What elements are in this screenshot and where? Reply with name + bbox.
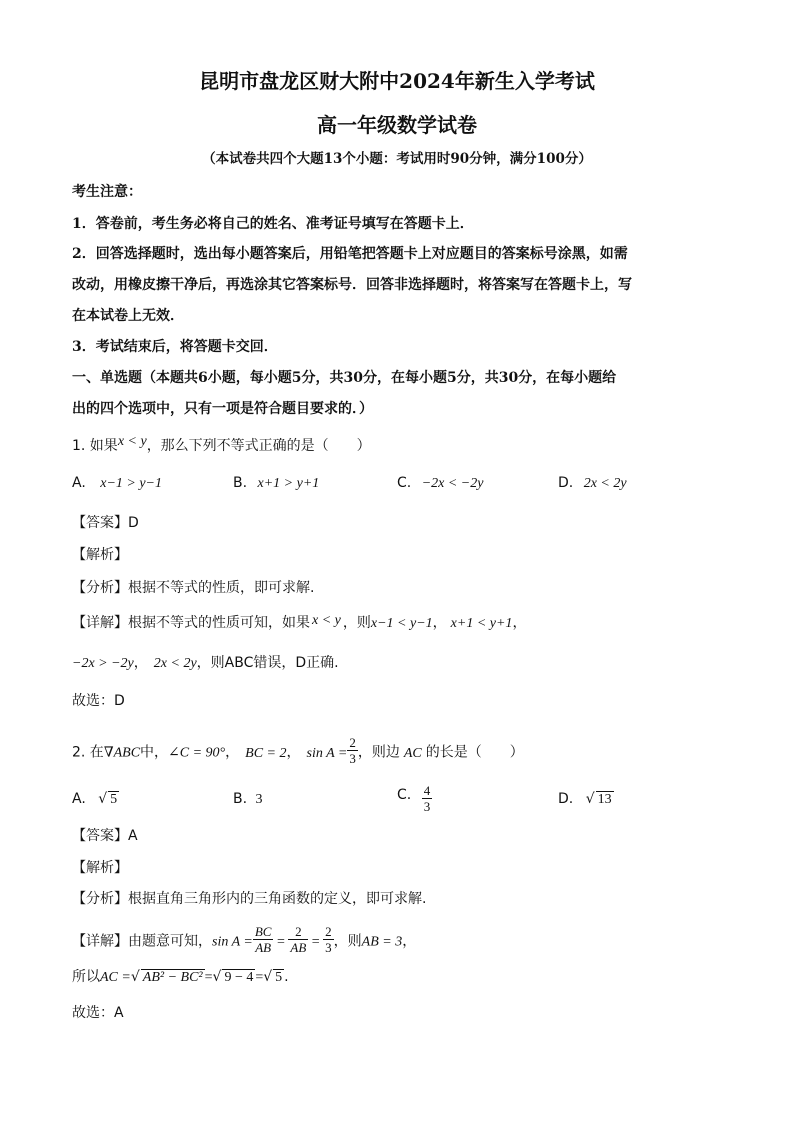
q1-suffix: ，那么下列不等式正确的是（ ） xyxy=(146,438,371,454)
detail-text: ，则 xyxy=(342,615,371,631)
q1-detail-line-2 xyxy=(72,653,339,674)
q1-prefix: 1. 如果 xyxy=(72,438,118,454)
section-1-heading-line-1: 一、单选题（本题共6小题，每小题5分，共30分，在每小题5分，共30分，在每小题给 xyxy=(72,370,617,386)
q2-angle: ∠C = 90° xyxy=(168,745,226,761)
option-expr: x+1 > y+1 xyxy=(257,476,320,491)
q2-detail-line-1: 【详解】由题意可知，sin A = $\frac{BC}{AB}$ = $\frac{2}{AB}$ = $\frac{2}{3}$ ，则AB = 3， xyxy=(72,924,417,955)
detail-text: ，则 xyxy=(333,933,362,950)
notice-item-2-line-1: 2．回答选择题时，选出每小题答案后，用铅笔把答题卡上对应题目的答案标号涂黑，如需 xyxy=(72,246,628,262)
detail-ab: AB = 3 xyxy=(361,934,403,950)
fraction-2-ab xyxy=(288,924,308,955)
fraction-2-3 xyxy=(323,924,334,955)
q1-analysis-tag: 【解析】 xyxy=(72,547,128,563)
q1-option-b xyxy=(233,473,319,494)
option-expr: x−1 > y−1 xyxy=(100,476,163,491)
q2-text: ， xyxy=(286,744,301,761)
q1-condition: x < y xyxy=(117,434,147,449)
equals-sign: = xyxy=(204,970,213,985)
detail-text: ， xyxy=(432,615,447,631)
numerator: 2 xyxy=(325,924,332,939)
denominator: AB xyxy=(255,940,272,955)
radicand: 13 xyxy=(597,792,612,807)
exam-title: 昆明市盘龙区财大附中2024年新生入学考试 xyxy=(199,69,595,93)
radical-1 xyxy=(131,970,205,985)
detail-math: x−1 < y−1 xyxy=(370,616,433,631)
detail-text: 由题意可知， xyxy=(128,933,212,950)
numerator: 4 xyxy=(423,783,431,798)
detail-text: ， xyxy=(512,615,527,631)
detail-text: ， xyxy=(133,655,148,671)
radical-3 xyxy=(263,970,284,985)
q2-analysis-tag: 【解析】 xyxy=(72,860,128,876)
fenxi-tag: 【分析】 xyxy=(72,580,128,596)
q2-ac: AC xyxy=(403,745,422,761)
notice-item-2-line-2: 改动，用橡皮擦干净后，再选涂其它答案标号．回答非选择题时，将答案写在答题卡上，写 xyxy=(72,277,632,293)
q2-suffix: 的长是（ ） xyxy=(425,744,524,761)
option-label: B. xyxy=(233,791,248,807)
sqrt-icon: √ xyxy=(212,969,222,985)
detail-ac: AC = xyxy=(100,970,131,985)
q2-detail-line-2 xyxy=(72,967,289,988)
radicand: 5 xyxy=(275,970,283,985)
denominator: 3 xyxy=(349,751,356,766)
notice-heading: 考生注意： xyxy=(72,184,142,200)
option-value: 3 xyxy=(255,792,263,807)
q2-sin: sin A = xyxy=(306,745,348,761)
detail-text: ，则ABC错误，D正确. xyxy=(196,655,339,671)
q1-detail-line-1 xyxy=(72,613,526,634)
radical-2 xyxy=(213,970,256,985)
option-label: C. xyxy=(397,475,412,491)
q2-sin-fraction xyxy=(347,735,358,766)
q2-option-d xyxy=(558,789,614,810)
sqrt-icon: √ xyxy=(585,791,595,807)
q2-choose: 故选：A xyxy=(72,1005,124,1021)
radicand: 5 xyxy=(110,792,118,807)
sqrt-icon: √ xyxy=(98,791,108,807)
answer-value: A xyxy=(128,828,138,844)
denominator: 3 xyxy=(325,940,332,955)
detail-math: 2x < 2y xyxy=(153,656,197,671)
q1-choose: 故选：D xyxy=(72,693,125,709)
q2-fenxi xyxy=(72,889,426,909)
answer-tag: 【答案】 xyxy=(72,515,128,531)
sqrt-icon: √ xyxy=(130,969,140,985)
option-label: B. xyxy=(233,475,248,491)
answer-value: D xyxy=(128,515,139,531)
q1-fenxi xyxy=(72,578,314,598)
q2-text: ， xyxy=(225,744,240,761)
detail-math: −2x > −2y xyxy=(72,656,134,671)
q2-option-b xyxy=(233,789,263,810)
notice-item-2-line-3: 在本试卷上无效． xyxy=(72,308,184,324)
q2-prefix: 2. 在 xyxy=(72,744,104,761)
q1-option-d xyxy=(558,473,627,494)
q2-option-a xyxy=(72,789,119,810)
exam-subtitle-grade: 高一年级数学试卷 xyxy=(317,113,477,137)
option-label: D. xyxy=(558,791,574,807)
option-radical xyxy=(586,792,614,807)
option-expr: 2x < 2y xyxy=(583,476,627,491)
detail-math: x < y xyxy=(312,613,341,628)
question-1-stem xyxy=(72,436,371,457)
answer-tag: 【答案】 xyxy=(72,828,128,844)
option-label: A. xyxy=(72,791,86,807)
question-2-stem xyxy=(72,737,524,768)
q2-answer xyxy=(72,826,138,846)
notice-item-1: 1．答卷前，考生务必将自己的姓名、准考证号填写在答题卡上． xyxy=(72,216,474,232)
option-radical xyxy=(98,792,119,807)
fenxi-text: 根据不等式的性质，即可求解. xyxy=(128,580,315,596)
option-fraction xyxy=(422,783,433,814)
numerator: 2 xyxy=(288,924,308,940)
notice-item-3: 3．考试结束后，将答题卡交回． xyxy=(72,339,278,355)
fraction-bc-ab xyxy=(253,924,274,955)
q2-text: ，则边 xyxy=(357,744,400,761)
equals-sign: = xyxy=(255,970,264,985)
denominator: AB xyxy=(290,940,307,955)
q2-bc: BC = 2 xyxy=(245,745,287,761)
q2-text: 中， xyxy=(140,744,169,761)
numerator: 2 xyxy=(349,735,356,750)
detail-math: x+1 < y+1 xyxy=(450,616,513,631)
detail-text: . xyxy=(284,969,289,985)
radicand: AB² − BC² xyxy=(142,970,203,985)
q1-option-a xyxy=(72,473,162,494)
option-label: A. xyxy=(72,475,86,491)
option-label: C. xyxy=(397,786,412,803)
option-expr: −2x < −2y xyxy=(421,476,484,491)
fenxi-text: 根据直角三角形内的三角函数的定义，即可求解. xyxy=(128,891,427,907)
fenxi-tag: 【分析】 xyxy=(72,891,128,907)
q2-option-c xyxy=(397,783,432,814)
denominator: 3 xyxy=(423,799,431,814)
q1-answer xyxy=(72,513,139,533)
q2-triangle: ∇ABC xyxy=(103,745,141,761)
sqrt-icon: √ xyxy=(263,969,273,985)
radicand: 9 − 4 xyxy=(224,970,254,985)
section-1-heading-line-2: 出的四个选项中，只有一项是符合题目要求的．） xyxy=(72,401,373,417)
detail-tag: 【详解】 xyxy=(72,933,128,950)
q1-option-c xyxy=(397,473,483,494)
exam-instructions-summary: （本试卷共四个大题13个小题：考试用时90分钟，满分100分） xyxy=(202,151,592,167)
option-label: D. xyxy=(558,475,574,491)
numerator: BC xyxy=(254,924,272,939)
detail-text: 根据不等式的性质可知，如果 xyxy=(128,615,310,631)
detail-sin: sin A = xyxy=(212,934,253,950)
detail-tag: 【详解】 xyxy=(72,615,128,631)
detail-text: ， xyxy=(402,933,417,950)
detail-text: 所以 xyxy=(72,969,100,985)
